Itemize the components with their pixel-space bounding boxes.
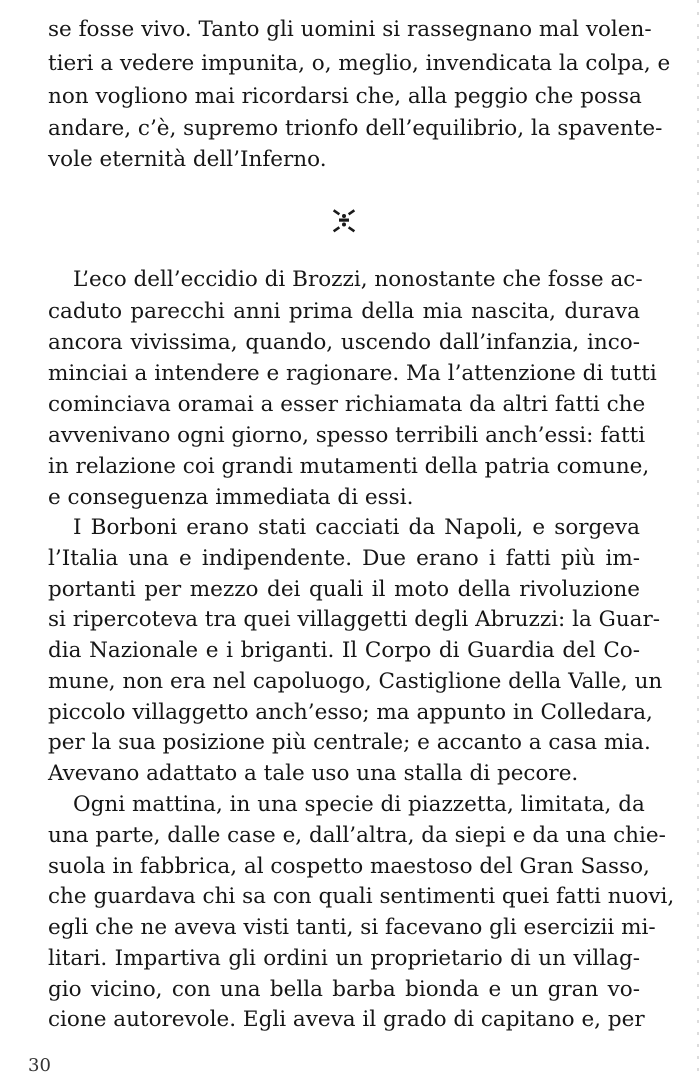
- text-line: Ogni mattina, in una specie di piazzetta, limitata, da: [73, 792, 645, 817]
- text-line: tieri a vedere impunita, o, meglio, invendicata la colpa, e: [48, 51, 671, 76]
- text-line: litari. Impartiva gli ordini un proprietario di un villag-: [48, 946, 640, 971]
- text-line: mune, non era nel capoluogo, Castiglione della Valle, un: [48, 669, 663, 694]
- text-line: minciai a intendere e ragionare. Ma l’attenzione di tutti: [48, 361, 657, 386]
- page-number: 30: [28, 1055, 51, 1076]
- text-line: gio vicino, con una bella barba bionda e un gran vo-: [48, 977, 640, 1002]
- text-line: egli che ne aveva visti tanti, si facevano gli esercizii mi-: [48, 915, 656, 940]
- text-line: che guardava chi sa con quali sentimenti quei fatti nuovi,: [48, 884, 675, 909]
- text-line: l’Italia una e indipendente. Due erano i fatti più im-: [48, 546, 640, 571]
- text-line: I Borboni erano stati cacciati da Napoli, e sorgeva: [73, 515, 640, 540]
- text-line: in relazione coi grandi mutamenti della patria comune,: [48, 454, 650, 479]
- page-edge-shadow: [694, 0, 700, 1072]
- text-line: cominciava oramai a esser richiamata da altri fatti che: [48, 392, 646, 417]
- text-line: ancora vivissima, quando, uscendo dall’infanzia, inco-: [48, 330, 640, 355]
- text-line: si ripercoteva tra quei villaggetti degli Abruzzi: la Guar-: [48, 607, 661, 632]
- text-line: L’eco dell’eccidio di Brozzi, nonostante che fosse ac-: [73, 267, 643, 292]
- text-line: dia Nazionale e i briganti. Il Corpo di Guardia del Co-: [48, 638, 640, 663]
- text-line: avvenivano ogni giorno, spesso terribili anch’essi: fatti: [48, 423, 646, 448]
- text-line: vole eternità dell’Inferno.: [48, 147, 327, 172]
- text-line: Avevano adattato a tale uso una stalla di pecore.: [48, 761, 579, 786]
- text-line: piccolo villaggetto anch’esso; ma appunto in Colledara,: [48, 700, 653, 725]
- text-line: caduto parecchi anni prima della mia nascita, durava: [48, 299, 640, 324]
- text-line: andare, c’è, supremo trionfo dell’equilibrio, la spavente-: [48, 116, 663, 141]
- text-line: per la sua posizione più centrale; e accanto a casa mia.: [48, 730, 651, 755]
- text-line: non vogliono mai ricordarsi che, alla peggio che possa: [48, 84, 642, 109]
- text-line: una parte, dalle case e, dall’altra, da siepi e da una chie-: [48, 823, 666, 848]
- text-line: portanti per mezzo dei quali il moto della rivoluzione: [48, 577, 640, 602]
- text-line: cione autorevole. Egli aveva il grado di capitano e, per: [48, 1007, 645, 1032]
- text-line: se fosse vivo. Tanto gli uomini si rassegnano mal volen-: [48, 17, 652, 42]
- asterism-ornament-icon: [331, 208, 357, 234]
- text-line: suola in fabbrica, al cospetto maestoso del Gran Sasso,: [48, 854, 650, 879]
- text-line: e conseguenza immediata di essi.: [48, 485, 414, 510]
